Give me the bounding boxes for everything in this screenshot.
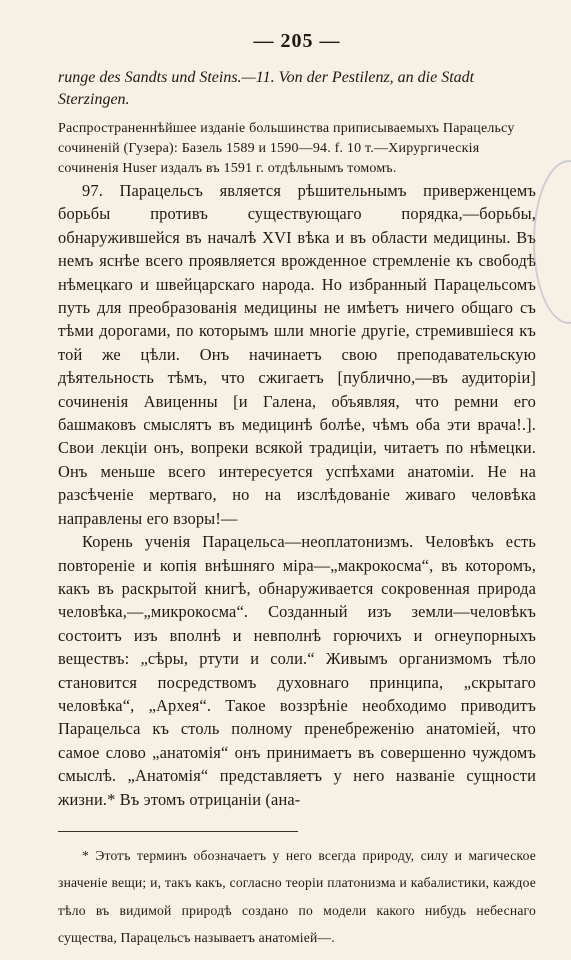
footnote: * Этотъ терминъ обозначаетъ у него всегда природу, силу и магическое значеніе вещи; и, такъ какъ, согласно теоріи платонизма и кабалистики, каждое тѣло въ видимой природѣ создано по модели какого нибудь небеснаго существа, Парацельсъ называетъ анатоміей—. [58,847,536,946]
footnote-separator [58,831,298,832]
edition-note: Распространеннѣйшее изданіе большинства приписываемыхъ Парацельсу сочиненій (Гузера): Базель 1589 и 1590—94. f. 10 т.—Хирургическія сочиненія Huser издалъ въ 1591 г. отдѣльнымъ томомъ. [58,121,515,176]
book-page [58,24,536,952]
continued-title-text: runge des Sandts und Steins.—11. Von der Pestilenz, an die Stadt Sterzingen. [58,69,475,108]
page-number: — 205 — [253,30,341,52]
paragraph-97: 97. Парацельсъ является рѣшительнымъ приверженцемъ борьбы противъ существующаго порядка,—борьбы, обнаружившейся въ началѣ XVI вѣка и въ области медицины. Въ немъ яснѣе всего проявляется врожденное стремленіе къ свободѣ нѣмецкаго и швейцарскаго народа. Но избранный Парацельсомъ путь для преобразованія медицины не имѣетъ ничего общаго съ тѣми дорогами, по которымъ шли многіе другіе, стремившіеся къ той же цѣли. Онъ начинаетъ свою преподавательскую дѣятельность тѣмъ, что сжигаетъ [публично,—въ аудиторіи] сочиненія Авиценны [и Галена, объявляя, что ремни его башмаковъ смыслятъ въ медицинѣ болѣе, чѣмъ оба эти врача!.]. Свои лекціи онъ, вопреки всякой традиціи, читаетъ по нѣмецки. Онъ меньше всего интересуется успѣхами анатоміи. Не на разсѣченіе мертваго, но на изслѣдованіе живаго человѣка направлены его взоры!— [58,181,536,528]
library-stamp [533,160,571,324]
paragraph-neoplatonism: Корень ученія Парацельса—неоплатонизмъ. Человѣкъ есть повтореніе и копія внѣшняго міра—„макрокосма“, въ которомъ, какъ въ раскрытой книгѣ, обнаруживается сокровенная природа человѣка,—„микрокосма“. Созданный изъ земли—человѣкъ состоитъ изъ вполнѣ и невполнѣ горючихъ и огнеупорныхъ веществъ: „сѣры, ртути и соли.“ Живымъ организмомъ тѣло становится посредствомъ духовнаго принципа, „скрытаго человѣка“, „Архея“. Такое воззрѣніе необходимо приводитъ Парацельса къ столь полному пренебреженію анатоміей, что самое слово „анатомія“ онъ принимаетъ въ совершенно чуждомъ смыслѣ. „Анатомія“ представляетъ у него названіе сущности жизни.* Въ этомъ отрицаніи (ана- [58,532,536,809]
